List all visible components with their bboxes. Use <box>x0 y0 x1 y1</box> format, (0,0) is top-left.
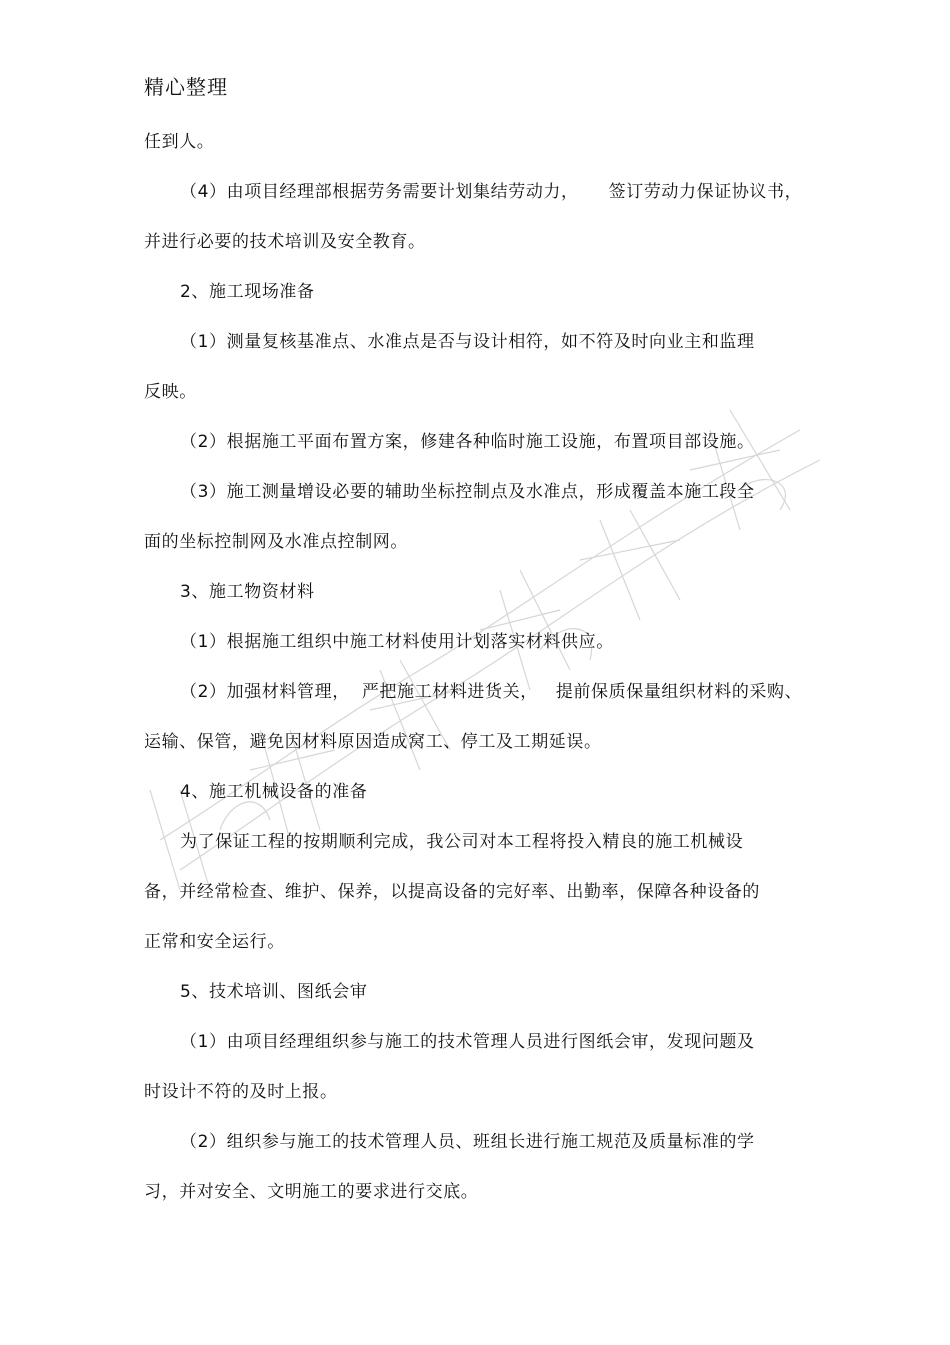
line-10: （1）根据施工组织中施工材料使用计划落实材料供应。 <box>180 632 614 652</box>
line-5: 反映。 <box>144 382 197 402</box>
line-21: 习，并对安全、文明施工的要求进行交底。 <box>144 1182 479 1202</box>
line-1: （4）由项目经理部根据劳务需要计划集结劳动力， 签订劳动力保证协议书， <box>180 182 803 202</box>
line-4: （1）测量复核基准点、水准点是否与设计相符，如不符及时向业主和监理 <box>180 332 755 352</box>
line-0: 任到人。 <box>144 132 215 152</box>
line-11: （2）加强材料管理， 严把施工材料进货关， 提前保质保量组织材料的采购、 <box>180 682 803 702</box>
page-header: 精心整理 <box>144 75 228 99</box>
line-8: 面的坐标控制网及水准点控制网。 <box>144 532 408 552</box>
line-2: 并进行必要的技术培训及安全教育。 <box>144 232 426 252</box>
line-16: 正常和安全运行。 <box>144 932 285 952</box>
line-19: 时设计不符的及时上报。 <box>144 1082 338 1102</box>
line-7: （3）施工测量增设必要的辅助坐标控制点及水准点，形成覆盖本施工段全 <box>180 482 755 502</box>
line-20: （2）组织参与施工的技术管理人员、班组长进行施工规范及质量标准的学 <box>180 1132 755 1152</box>
line-13: 4、施工机械设备的准备 <box>180 782 368 802</box>
line-12: 运输、保管，避免因材料原因造成窝工、停工及工期延误。 <box>144 732 602 752</box>
line-17: 5、技术培训、图纸会审 <box>180 982 368 1002</box>
line-14: 为了保证工程的按期顺利完成，我公司对本工程将投入精良的施工机械设 <box>180 832 744 852</box>
line-6: （2）根据施工平面布置方案，修建各种临时施工设施，布置项目部设施。 <box>180 432 755 452</box>
line-9: 3、施工物资材料 <box>180 582 315 602</box>
line-15: 备，并经常检查、维护、保养，以提高设备的完好率、出勤率，保障各种设备的 <box>144 882 760 902</box>
line-18: （1）由项目经理组织参与施工的技术管理人员进行图纸会审，发现问题及 <box>180 1032 755 1052</box>
line-3: 2、施工现场准备 <box>180 282 315 302</box>
